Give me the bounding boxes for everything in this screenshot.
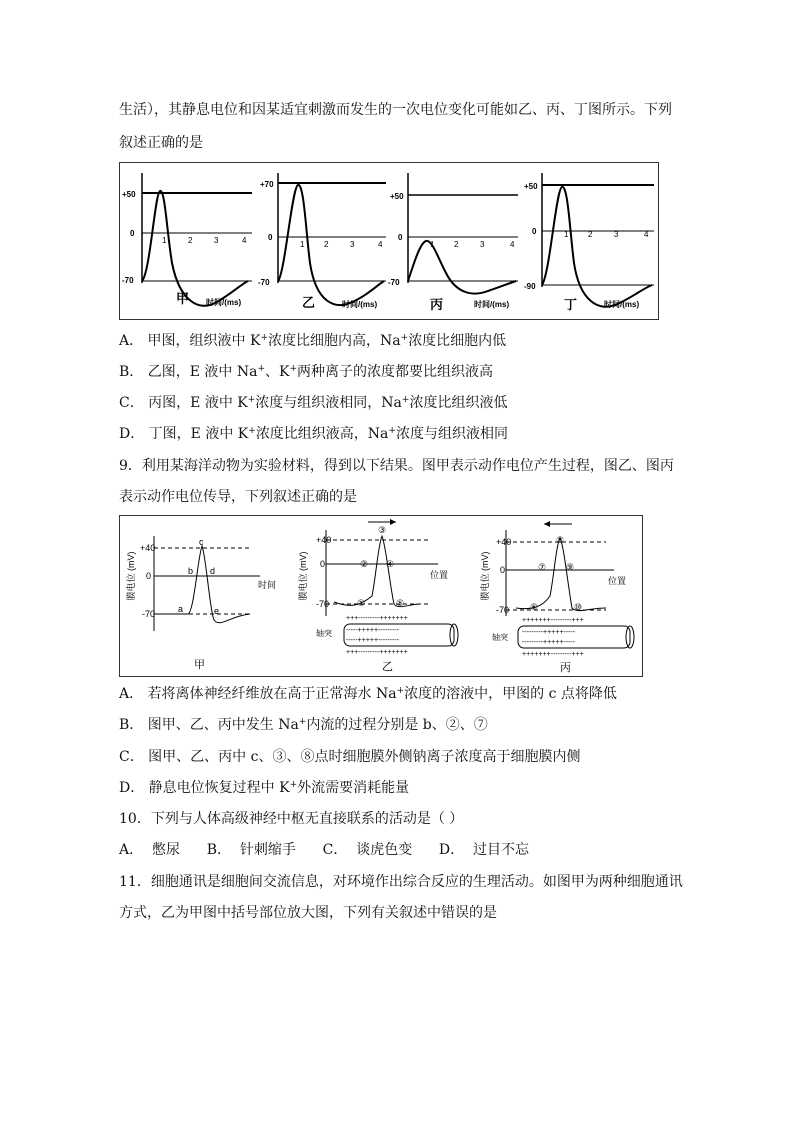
svg-text:+++++++---------+++: +++++++---------+++ (522, 651, 584, 658)
svg-text:时间/(ms): 时间/(ms) (342, 300, 378, 309)
q8-option-d: D． 丁图，E 液中 K+浓度比组织液高，Na+浓度与组织液相同 (119, 426, 508, 442)
q9-stem-line-1: 9．利用某海洋动物为实验材料，得到以下结果。图甲表示动作电位产生过程，图乙、图丙 (119, 458, 674, 474)
svg-text:-70: -70 (122, 276, 134, 285)
svg-text:丙: 丙 (430, 297, 444, 312)
svg-text:⑩: ⑩ (574, 602, 583, 612)
figure-potential-graphs (119, 162, 659, 320)
svg-text:d: d (210, 566, 216, 576)
svg-text:1: 1 (162, 236, 167, 245)
svg-text:3: 3 (480, 240, 485, 249)
svg-text:0: 0 (130, 229, 135, 238)
svg-text:-----+++++---------: -----+++++--------- (346, 637, 400, 644)
svg-text:+50: +50 (390, 192, 404, 201)
svg-text:丁: 丁 (564, 297, 578, 312)
svg-text:4: 4 (242, 236, 247, 245)
q8-option-b: B． 乙图，E 液中 Na+、K+两种离子的浓度都要比组织液高 (119, 364, 494, 380)
svg-text:-70: -70 (496, 605, 510, 615)
svg-text:0: 0 (398, 233, 403, 242)
svg-text:---------+++++-----: ---------+++++----- (522, 629, 576, 636)
svg-text:位置: 位置 (608, 576, 627, 586)
svg-text:1: 1 (300, 240, 305, 249)
q9-option-d: D． 静息电位恢复过程中 K+外流需要消耗能量 (119, 780, 410, 796)
svg-text:时间/(ms): 时间/(ms) (604, 300, 640, 309)
svg-text:②: ② (360, 559, 369, 569)
svg-text:0: 0 (146, 571, 152, 581)
q11-line-2: 方式，乙为甲图中括号部位放大图，下列有关叙述中错误的是 (119, 905, 497, 921)
q11-line-1: 11．细胞通讯是细胞间交流信息，对环境作出综合反应的生理活动。如图甲为两种细胞通讯 (119, 874, 683, 890)
svg-text:⑤: ⑤ (396, 598, 405, 608)
svg-text:c: c (199, 537, 204, 547)
panel-yi (297, 519, 458, 673)
svg-text:-----+++++---------: -----+++++--------- (346, 627, 400, 634)
svg-text:b: b (188, 566, 194, 576)
svg-text:1: 1 (430, 240, 435, 249)
svg-text:3: 3 (350, 240, 355, 249)
svg-text:⑥: ⑥ (530, 602, 539, 612)
svg-text:0: 0 (532, 227, 537, 236)
svg-text:位置: 位置 (430, 570, 449, 580)
svg-text:+50: +50 (524, 182, 538, 191)
svg-text:---------+++++-----: ---------+++++----- (522, 639, 576, 646)
q9-option-b: B． 图甲、乙、丙中发生 Na+内流的过程分别是 b、②、⑦ (119, 717, 488, 733)
panel-bing (479, 521, 634, 674)
panel-jia (125, 536, 276, 671)
intro-line-2: 叙述正确的是 (119, 135, 203, 151)
graph-panel-yi (258, 173, 386, 310)
svg-text:+40: +40 (496, 537, 512, 547)
svg-text:轴突: 轴突 (316, 629, 332, 638)
graph-panel-bing (388, 173, 518, 312)
svg-text:乙: 乙 (302, 295, 316, 310)
intro-line-1: 生活），其静息电位和因某适宜刺激而发生的一次电位变化可能如乙、丙、丁图所示。下列 (119, 102, 672, 118)
svg-text:2: 2 (588, 230, 593, 239)
figure-action-potential (119, 515, 643, 677)
svg-text:①: ① (357, 598, 366, 608)
svg-text:时间/(ms): 时间/(ms) (206, 298, 242, 307)
svg-text:时间/(ms): 时间/(ms) (474, 300, 510, 309)
svg-text:4: 4 (510, 240, 515, 249)
svg-text:3: 3 (214, 236, 219, 245)
svg-text:+40: +40 (140, 543, 156, 553)
panel-label: 甲 (176, 291, 190, 306)
q9-stem-line-2: 表示动作电位传导，下列叙述正确的是 (119, 489, 357, 505)
svg-text:2: 2 (188, 236, 193, 245)
svg-text:+++---------+++++++: +++---------+++++++ (346, 649, 408, 656)
q9-option-a: A． 若将离体神经纤维放在高于正常海水 Na+浓度的溶液中，甲图的 c 点将降低 (119, 686, 617, 702)
q9-option-c: C． 图甲、乙、丙中 c、③、⑧点时细胞膜外侧钠离子浓度高于细胞膜内侧 (119, 749, 581, 765)
graph-panel-jia (122, 173, 252, 307)
svg-text:③: ③ (378, 525, 387, 535)
svg-text:⑨: ⑨ (566, 562, 575, 572)
svg-text:2: 2 (324, 240, 329, 249)
svg-text:④: ④ (386, 559, 395, 569)
svg-text:+70: +70 (260, 180, 274, 189)
svg-text:3: 3 (614, 230, 619, 239)
svg-text:丙: 丙 (560, 662, 571, 674)
svg-text:膜电位 (mV): 膜电位 (mV) (480, 551, 490, 601)
svg-text:-70: -70 (388, 278, 400, 287)
svg-text:轴突: 轴突 (492, 633, 508, 642)
svg-text:4: 4 (378, 240, 383, 249)
svg-text:膜电位 (mV): 膜电位 (mV) (126, 551, 136, 601)
svg-text:-70: -70 (258, 278, 270, 287)
q10-options: A． 憋尿 B． 针刺缩手 C． 谈虎色变 D． 过目不忘 (119, 842, 530, 858)
svg-text:+40: +40 (316, 535, 332, 545)
q10-stem: 10．下列与人体高级神经中枢无直接联系的活动是（ ） (119, 811, 464, 827)
q8-option-a: A． 甲图，组织液中 K+浓度比细胞内高，Na+浓度比细胞内低 (119, 333, 507, 349)
svg-text:膜电位 (mV): 膜电位 (mV) (298, 551, 308, 601)
graph-panel-ding (524, 173, 654, 312)
svg-text:0: 0 (320, 559, 326, 569)
svg-text:0: 0 (268, 233, 273, 242)
tick-top: +50 (122, 190, 136, 199)
svg-text:时间: 时间 (258, 580, 277, 590)
q8-option-c: C． 丙图，E 液中 K+浓度与组织液相同，Na+浓度比组织液低 (119, 395, 508, 411)
svg-text:2: 2 (454, 240, 459, 249)
svg-text:1: 1 (564, 230, 569, 239)
svg-text:+++---------+++++++: +++---------+++++++ (346, 615, 408, 622)
svg-text:+++++++---------+++: +++++++---------+++ (522, 617, 584, 624)
svg-text:乙: 乙 (382, 661, 393, 673)
svg-text:e: e (214, 606, 220, 616)
svg-text:4: 4 (644, 230, 649, 239)
svg-text:甲: 甲 (194, 659, 205, 671)
svg-text:⑦: ⑦ (538, 562, 547, 572)
svg-text:⑧: ⑧ (556, 535, 565, 545)
svg-text:0: 0 (500, 565, 506, 575)
svg-text:-70: -70 (142, 609, 156, 619)
svg-text:-90: -90 (524, 282, 536, 291)
svg-text:a: a (178, 604, 184, 614)
svg-text:-70: -70 (316, 599, 330, 609)
